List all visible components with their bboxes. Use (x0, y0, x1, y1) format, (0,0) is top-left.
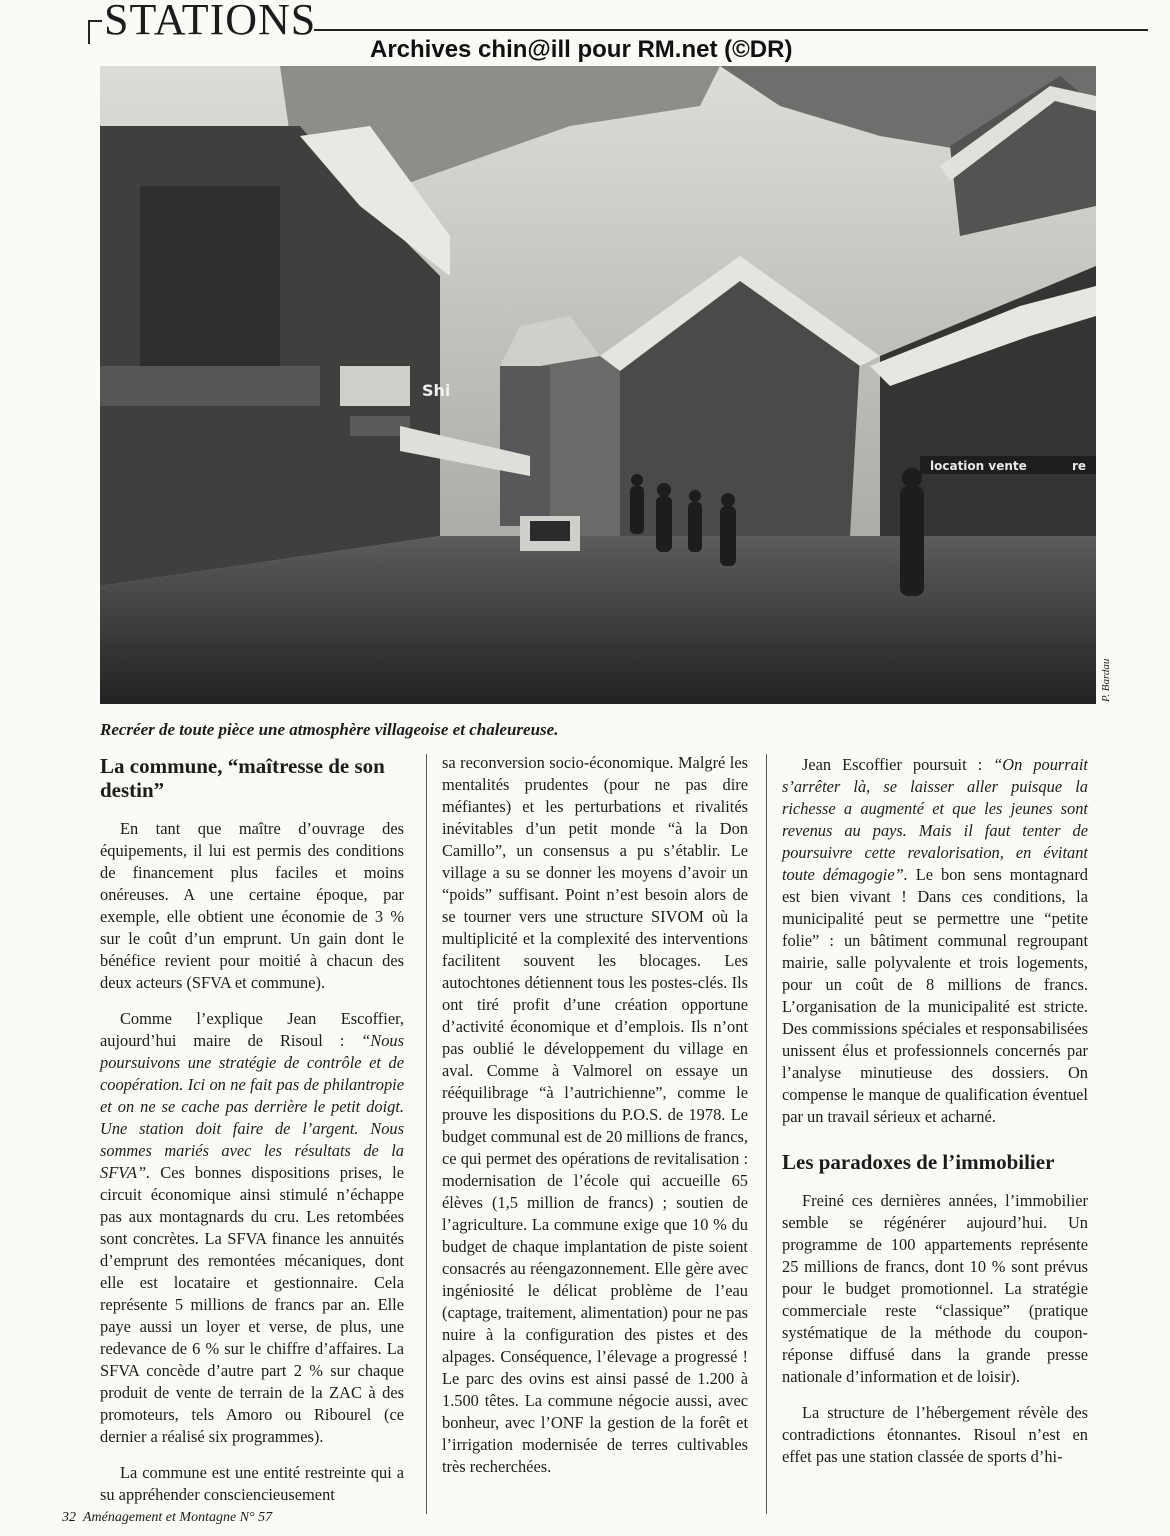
header-rule (314, 29, 1148, 31)
section-header (88, 0, 1148, 44)
paragraph (782, 754, 1088, 1128)
article-column-2 (442, 752, 748, 1492)
paragraph (100, 1008, 404, 1448)
heading-paradoxes-immobilier: Les paradoxes de l’immobilier (782, 1150, 1055, 1174)
paragraph: La structure de l’hébergement révèle des contradictions étonnantes. Risoul n’est en effet pas une station classée de sports d’hi- (782, 1403, 1088, 1466)
quote: “On pourrait s’arrêter là, se laisser aller puisque la richesse a augmenté et que les jeunes sont revenus au pays. Mais il faut tenter de poursuivre cette revalorisation, en évitant toute démagogie”. (782, 755, 1088, 884)
text: Jean Escoffier poursuit : (802, 755, 994, 774)
shop-banner-right: re (1072, 459, 1087, 473)
shop-banner: location vente (930, 459, 1027, 473)
photo-caption: Recréer de toute pièce une atmosphère villageoise et chaleureuse. (100, 720, 559, 739)
text: Le bon sens montagnard est bien vivant ! Dans ces conditions, la municipalité peut se permettre une “petite folie” : un bâtiment communal regroupant mairie, salle polyvalente et trois logements, pour un coût de 8 millions de francs. L’organisation de la municipalité est stricte. Des commissions spéciales et responsabilisées unissent élus et professionnels concernés par l’analyse minutieuse des dossiers. On compense le manque de qualification éventuel par un travail sérieux et acharné. (782, 865, 1088, 1126)
column-divider (426, 754, 427, 1514)
page-number: 32 (62, 1510, 76, 1525)
article-column-1 (100, 754, 404, 1520)
paragraph: Freiné ces dernières années, l’immobilier semble se régénérer aujourd’hui. Un programme de 100 appartements représente 25 millions de francs, dont 10 % sont prévus pour le budget promotionnel. La stratégie commerciale reste “classique” (pratique systématique de la méthode du coupon-réponse diffusé dans la grande presse nationale d’information et de loisir). (782, 1191, 1088, 1386)
header-bracket (88, 20, 102, 44)
page-footer (62, 1508, 272, 1528)
paragraph: En tant que maître d’ouvrage des équipements, il lui est permis des conditions de financement plus faciles et moins onéreuses. A une certaine époque, par exemple, elle obtient une économie de 3 % sur le coût d’un emprunt. Un gain dont le bénéfice revient pour moitié à chacun des deux acteurs (SFVA et commune). (100, 819, 404, 992)
street-scene-photo (100, 66, 1096, 704)
text: Ces bonnes dispositions prises, le circuit économique ainsi stimulé n’échappe pas aux montagnards du cru. Les retombées sont concrètes. La SFVA finance les annuités d’emprunt des remontées mécaniques, dont elle est locataire et gestionnaire. Cela représente 5 millions de francs par an. Elle paye aussi un loyer et verse, de plus, une redevance de 6 % sur le chiffre d’affaires. La SFVA concède d’autre part 2 % sur chaque produit de vente de terrain de la ZAC à des promoteurs, tels Amoro ou Ribourel (ce dernier a réalisé six programmes). (100, 1163, 404, 1446)
photo-credit: P. Bardau (1100, 658, 1112, 702)
heading-la-commune: La commune, “maîtresse de son destin” (100, 754, 385, 802)
column-divider (766, 754, 767, 1514)
watermark: Archives chin@ill pour RM.net (©DR) (370, 36, 793, 63)
photo (100, 66, 1096, 704)
quote: “Nous poursuivons une stratégie de contrôle et de coopération. Ici on ne fait pas de philantropie et on ne se cache pas derrière le petit doigt. Une station doit faire de l’argent. Nous sommes mariés avec les résultats de la SFVA”. (100, 1031, 404, 1182)
shop-sign: Shi (422, 381, 451, 400)
paragraph: sa reconversion socio-économique. Malgré les mentalités prudentes (pour ne pas dire méfiantes) et les perturbations et rivalités inévitables d’un petit monde “à la Don Camillo”, un consensus a pu s’établir. Le village a su se donner les moyens d’avoir un “poids” suffisant. Point n’est besoin alors de se tourner vers une structure SIVOM où la multiplicité et la complexité des interventions facilitent souvent les blocages. Les autochtones détiennent tous les postes-clés. Ils ont tiré profit d’une création opportune d’activité économique et d’emplois. Ils n’ont pas oublié le développement du village en aval. Comme à Valmorel on essaye un rééquilibrage “à l’autrichienne”, comme le prouve les dispositions du P.O.S. de 1978. Le budget communal est de 20 millions de francs, ce qui permet des opérations de revitalisation : modernisation de l’école qui accueille 65 élèves (1,5 million de francs) ; soutien de l’agriculture. La commune exige que 10 % du budget de chaque implantation de piste soient consacrés au réengazonnement. Elle gère avec ingéniosité le délicat problème de l’eau (captage, traitement, alimentation) pour ne pas nuire à la configuration des pistes et des alpages. Conséquence, l’élevage a progressé ! Le parc des ovins est ainsi passé de 1.200 à 1.500 têtes. La commune négocie aussi, avec bonheur, avec l’ONF la gestion de la forêt et l’irrigation modernisée de terres cultivables très recherchées. (442, 753, 748, 1476)
paragraph: La commune est une entité restreinte qui a su appréhender consciencieusement (100, 1463, 404, 1504)
section-title: STATIONS (104, 0, 317, 44)
article-column-3 (782, 754, 1088, 1482)
publication-name: Aménagement et Montagne N° 57 (83, 1510, 273, 1525)
text: Comme l’explique Jean Escoffier, aujourd’hui maire de Risoul : (100, 1009, 404, 1050)
